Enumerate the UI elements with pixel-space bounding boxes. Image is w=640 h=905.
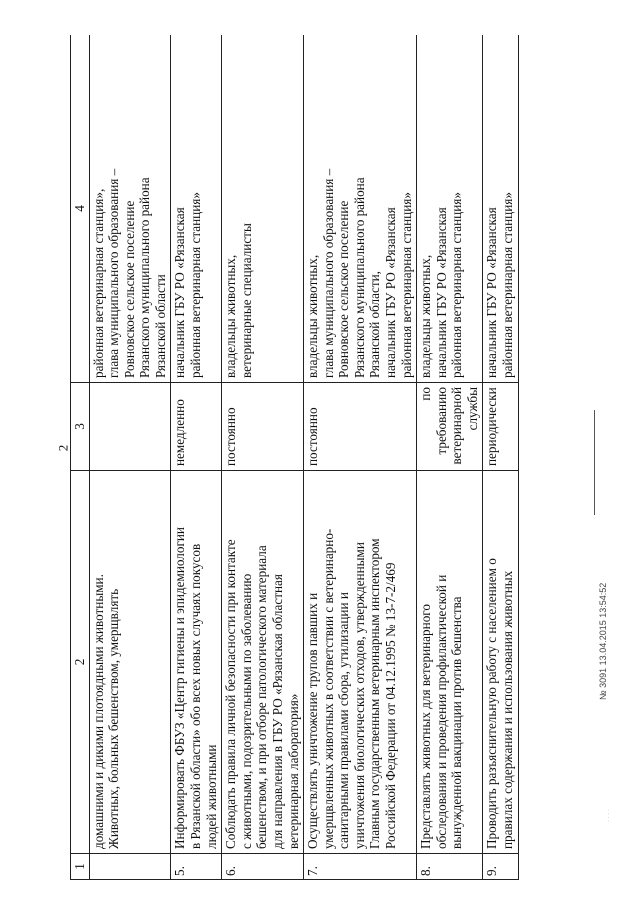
- header-col-4: 4: [71, 35, 90, 383]
- action-line: умерщвленных животных в соответствии с ветеринарно-: [320, 528, 336, 849]
- responsible-line: начальник ГБУ РО «Рязанская: [382, 207, 398, 378]
- action-line: санитарными правилами сбора, утилизации и: [336, 592, 352, 849]
- action-cell: [304, 471, 417, 854]
- responsible-line: районная ветеринарная станция»,: [90, 188, 106, 378]
- action-line: Проводить разъяснительную работу с населением о: [484, 558, 500, 849]
- responsible-cell: [304, 35, 417, 383]
- header-col-2: 2: [71, 471, 90, 854]
- responsible-line: ветеринарные специалисты: [238, 223, 254, 378]
- action-line: Осуществлять уничтожение трупов павших и: [305, 592, 321, 849]
- responsible-line: владельцы животных,: [305, 254, 321, 378]
- action-line: Животных, больных бешенством, умерщвлять: [106, 588, 122, 849]
- table-row: [417, 35, 483, 880]
- action-line: для направления в ГБУ РО «Рязанская областная: [269, 574, 285, 849]
- responsible-line: районная ветеринарная станция»: [449, 192, 465, 378]
- action-line: правилах содержания и использования животных: [500, 570, 516, 849]
- term-line: по: [418, 387, 434, 401]
- action-line: ветеринарная лаборатория»: [285, 693, 301, 849]
- responsible-line: Ровновское сельское поселение: [336, 200, 352, 378]
- responsible-line: глава муниципального образования –: [106, 168, 122, 378]
- registration-stamp: № 3091 13.04.2015 13:54:52: [598, 582, 608, 700]
- action-cell: [171, 471, 222, 854]
- responsible-line: начальник ГБУ РО «Рязанская: [484, 207, 500, 378]
- term-cell: периодически: [483, 383, 518, 471]
- responsible-line: районная ветеринарная станция»: [500, 192, 516, 378]
- header-col-1: 1: [71, 854, 90, 880]
- responsible-line: начальник ГБУ РО «Рязанская: [433, 207, 449, 378]
- term-cell: немедленно: [171, 383, 222, 471]
- action-line: уничтожения биологических отходов, утвержденными: [351, 542, 367, 849]
- responsible-cell: [171, 35, 222, 383]
- responsible-line: глава муниципального образования –: [320, 168, 336, 378]
- responsible-line: Рязанского муниципального района: [351, 177, 367, 378]
- table-row: [304, 35, 417, 880]
- responsible-cell: [417, 35, 483, 383]
- term-cell: [89, 383, 171, 471]
- scan-mark: · · · ·: [606, 809, 612, 822]
- table-rotated: [70, 35, 605, 880]
- term-cell: [417, 383, 483, 471]
- page-number: 2: [55, 444, 71, 452]
- term-line: требованию: [433, 387, 449, 455]
- row-number: [89, 854, 171, 880]
- responsible-line: Рязанской области: [152, 274, 168, 378]
- action-cell: [222, 471, 304, 854]
- action-line: Российской Федерации от 04.12.1995 № 13-7-2/469: [382, 562, 398, 849]
- responsible-line: районная ветеринарная станция»: [398, 192, 414, 378]
- term-line: службы: [464, 387, 480, 431]
- action-line: Главным государственным ветеринарным инспектором: [367, 538, 383, 849]
- row-number: 9.: [483, 854, 518, 880]
- action-line: обследования и проведения профилактической и: [433, 574, 449, 849]
- responsible-line: районная ветеринарная станция»: [188, 192, 204, 378]
- responsible-cell: [222, 35, 304, 383]
- row-number: 8.: [417, 854, 483, 880]
- table-row: [222, 35, 304, 880]
- responsible-line: владельцы животных,: [223, 254, 239, 378]
- action-line: Соблюдать правила личной безопасности при контакте: [223, 539, 239, 849]
- responsible-line: начальник ГБУ РО «Рязанская: [172, 207, 188, 378]
- action-line: бешенством, и при отборе патологического материала: [254, 545, 270, 849]
- action-cell: [89, 471, 171, 854]
- header-row: [71, 35, 90, 880]
- action-line: Представлять животных для ветеринарного: [418, 604, 434, 849]
- term-line: ветеринарной: [449, 387, 465, 465]
- term-cell: постоянно: [304, 383, 417, 471]
- header-col-3: 3: [71, 383, 90, 471]
- table-row: [171, 35, 222, 880]
- table-viewport: [70, 35, 605, 880]
- row-number: 6.: [222, 854, 304, 880]
- responsible-cell: [89, 35, 171, 383]
- action-cell: [417, 471, 483, 854]
- responsible-line: владельцы животных,: [418, 254, 434, 378]
- responsible-line: Рязанского муниципального района: [137, 177, 153, 378]
- action-line: Информировать ФБУЗ «Центр гигиены и эпидемиологии: [172, 527, 188, 849]
- table-row: [483, 35, 518, 880]
- action-line: с животными, подозрительными по заболеванию: [238, 573, 254, 849]
- action-line: домашними и дикими плотоядными животными.: [90, 574, 106, 849]
- row-number: 7.: [304, 854, 417, 880]
- row-number: 5.: [171, 854, 222, 880]
- table-row: [89, 35, 171, 880]
- action-cell: [483, 471, 518, 854]
- action-line: в Рязанской области» обо всех новых случаях покусов: [188, 543, 204, 849]
- action-line: вынужденной вакцинации против бешенства: [449, 596, 465, 849]
- footer-rule: [594, 410, 595, 515]
- responsible-cell: [483, 35, 518, 383]
- responsible-line: Рязанской области,: [367, 271, 383, 378]
- measures-table: [70, 35, 519, 880]
- action-line: людей животными: [203, 744, 219, 849]
- term-cell: постоянно: [222, 383, 304, 471]
- responsible-line: Ровновское сельское поселение: [121, 200, 137, 378]
